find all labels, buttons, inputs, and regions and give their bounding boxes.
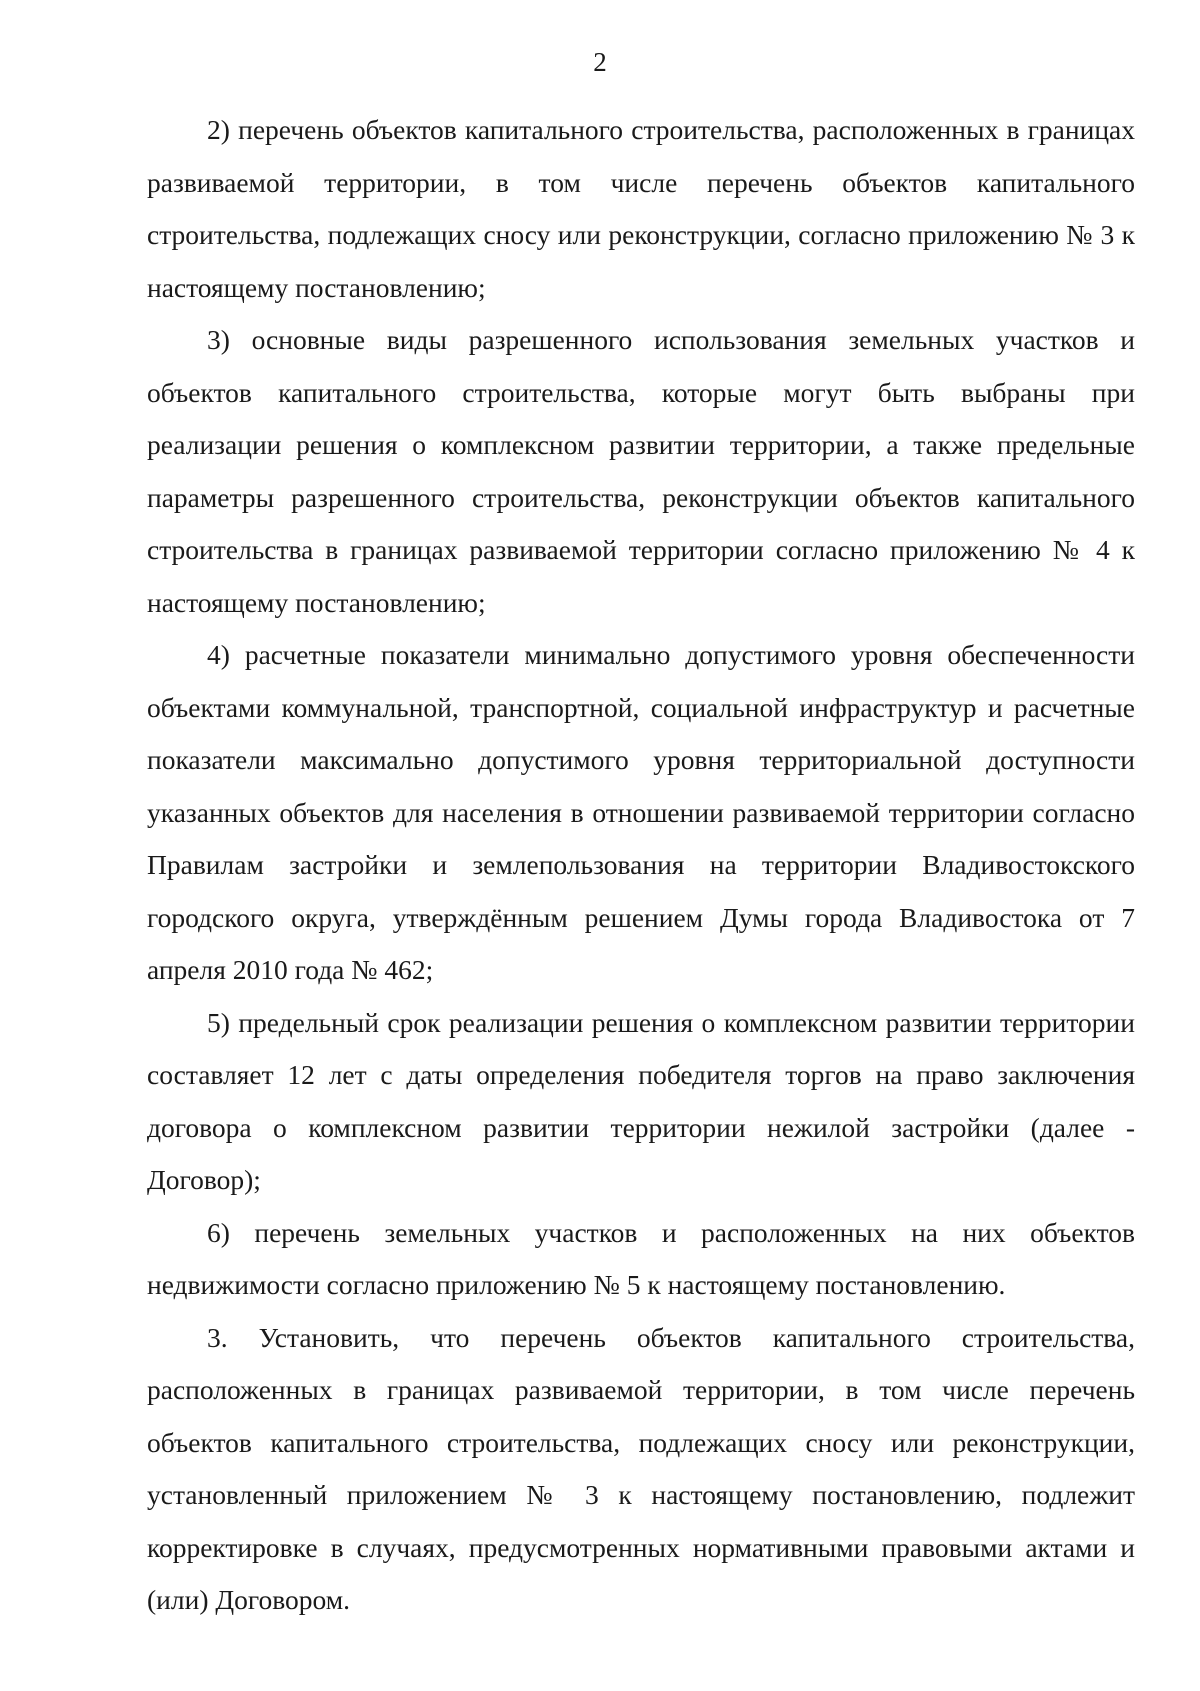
paragraph-item-5: 5) предельный срок реализации решения о комплексном развитии территории составляет 12 лет с даты определения победителя торгов на право заключения договора о комплексном развитии территории нежилой застройки (далее - Договор);: [147, 1006, 1135, 1195]
page-number: 2: [593, 47, 607, 77]
paragraph-item-4: 4) расчетные показатели минимально допустимого уровня обеспеченности объектами коммунальной, транспортной, социальной инфраструктур и расчетные показатели максимально допустимого уровня территориальной доступности указанных объектов для населения в отношении развиваемой территории согласно Правилам застройки и землепользования на территории Владивостокского городского округа, утверждённым решением Думы города Владивостока от 7 апреля 2010 года № 462;: [147, 639, 1135, 985]
paragraph-item-6: 6) перечень земельных участков и расположенных на них объектов недвижимости согласно приложению № 5 к настоящему постановлению.: [147, 1216, 1135, 1300]
paragraph-item-3: 3) основные виды разрешенного использования земельных участков и объектов капитального строительства, которые могут быть выбраны при реализации решения о комплексном развитии территории, а также предельные параметры разрешенного строительства, реконструкции объектов капитального строительства в границах развиваемой территории согласно приложению № 4 к настоящему постановлению;: [147, 324, 1135, 618]
paragraph-item-2: 2) перечень объектов капитального строительства, расположенных в границах развиваемой территории, в том числе перечень объектов капитального строительства, подлежащих сносу или реконструкции, согласно приложению № 3 к настоящему постановлению;: [147, 114, 1135, 303]
paragraph-clause-3: 3. Установить, что перечень объектов капитального строительства, расположенных в границах развиваемой территории, в том числе перечень объектов капитального строительства, подлежащих сносу или реконструкции, установленный приложением № 3 к настоящему постановлению, подлежит корректировке в случаях, предусмотренных нормативными правовыми актами и (или) Договором.: [147, 1321, 1135, 1615]
document-body: [147, 104, 1135, 1627]
